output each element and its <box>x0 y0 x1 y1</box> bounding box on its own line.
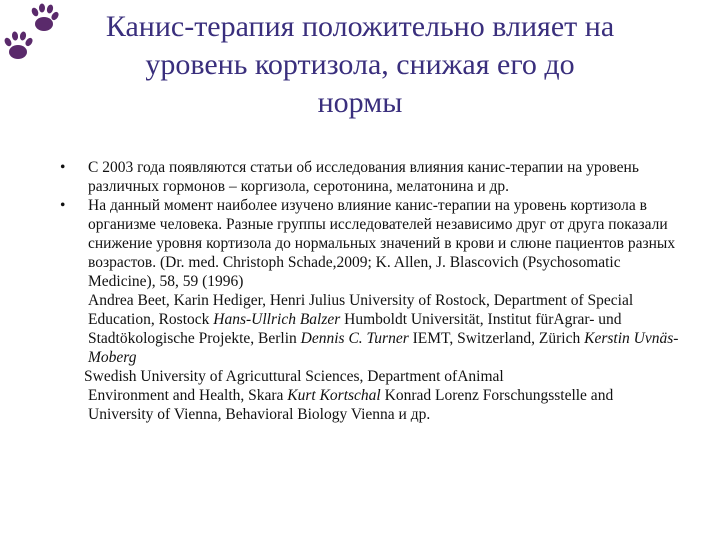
researcher-name: Kurt Kortschal <box>287 387 381 404</box>
slide-body <box>60 158 680 424</box>
para-text: Konrad Lorenz Forschungsstelle and University of Vienna, Behavioral Biology Vienna и др. <box>88 387 614 423</box>
paw-prints-icon <box>0 0 80 80</box>
researcher-name: Hans-Ullrich Balzer <box>213 311 341 328</box>
affiliation-paragraph <box>60 367 680 424</box>
para-text: Humboldt Universität, Institut fürAgrar- und Stadtökologische Projekte, Berlin <box>88 311 622 347</box>
researcher-name: Dennis C. Turner <box>300 330 409 347</box>
para-text: IEMT, Switzerland, Zürich <box>408 330 585 347</box>
bullet-text: С 2003 года появляются статьи об исследования влияния канис-терапии на уровень различных гормонов – коргизола, серотонина, мелатонина и др. <box>88 159 639 195</box>
bullet-text: На данный момент наиболее изучено влияние канис-терапии на уровень кортизола в организме человека. Разные группы исследователей независимо друг от друга показали снижение уровня кортизола до нормальных значений в крови и слюне пациентов разных возрастов. (Dr. med. Christoph Schade,2009; K. Allen, J. Blascovich (Psychosomatic Medicine), 58, 59 (1996) <box>88 197 676 290</box>
para-continuation <box>84 386 680 424</box>
para-text: Environment and Health, Skara <box>88 387 288 404</box>
bullet-item <box>60 196 680 291</box>
bullet-icon: • <box>60 197 66 214</box>
para-text: Swedish University of Agricuttural Sciences, Department ofAnimal <box>84 368 504 385</box>
bullet-icon: • <box>60 159 66 176</box>
slide-title: Канис-терапия положительно влияет на уровень кортизола, снижая его до нормы <box>105 10 615 119</box>
researchers-paragraph <box>60 291 680 367</box>
researcher-name: Kerstin Uvnäs-Moberg <box>88 330 679 366</box>
bullet-item <box>60 158 680 196</box>
para-text: Andrea Beet, Karin Hediger, Henri Julius University of Rostock, Department of Special Education, Rostock <box>88 292 634 328</box>
